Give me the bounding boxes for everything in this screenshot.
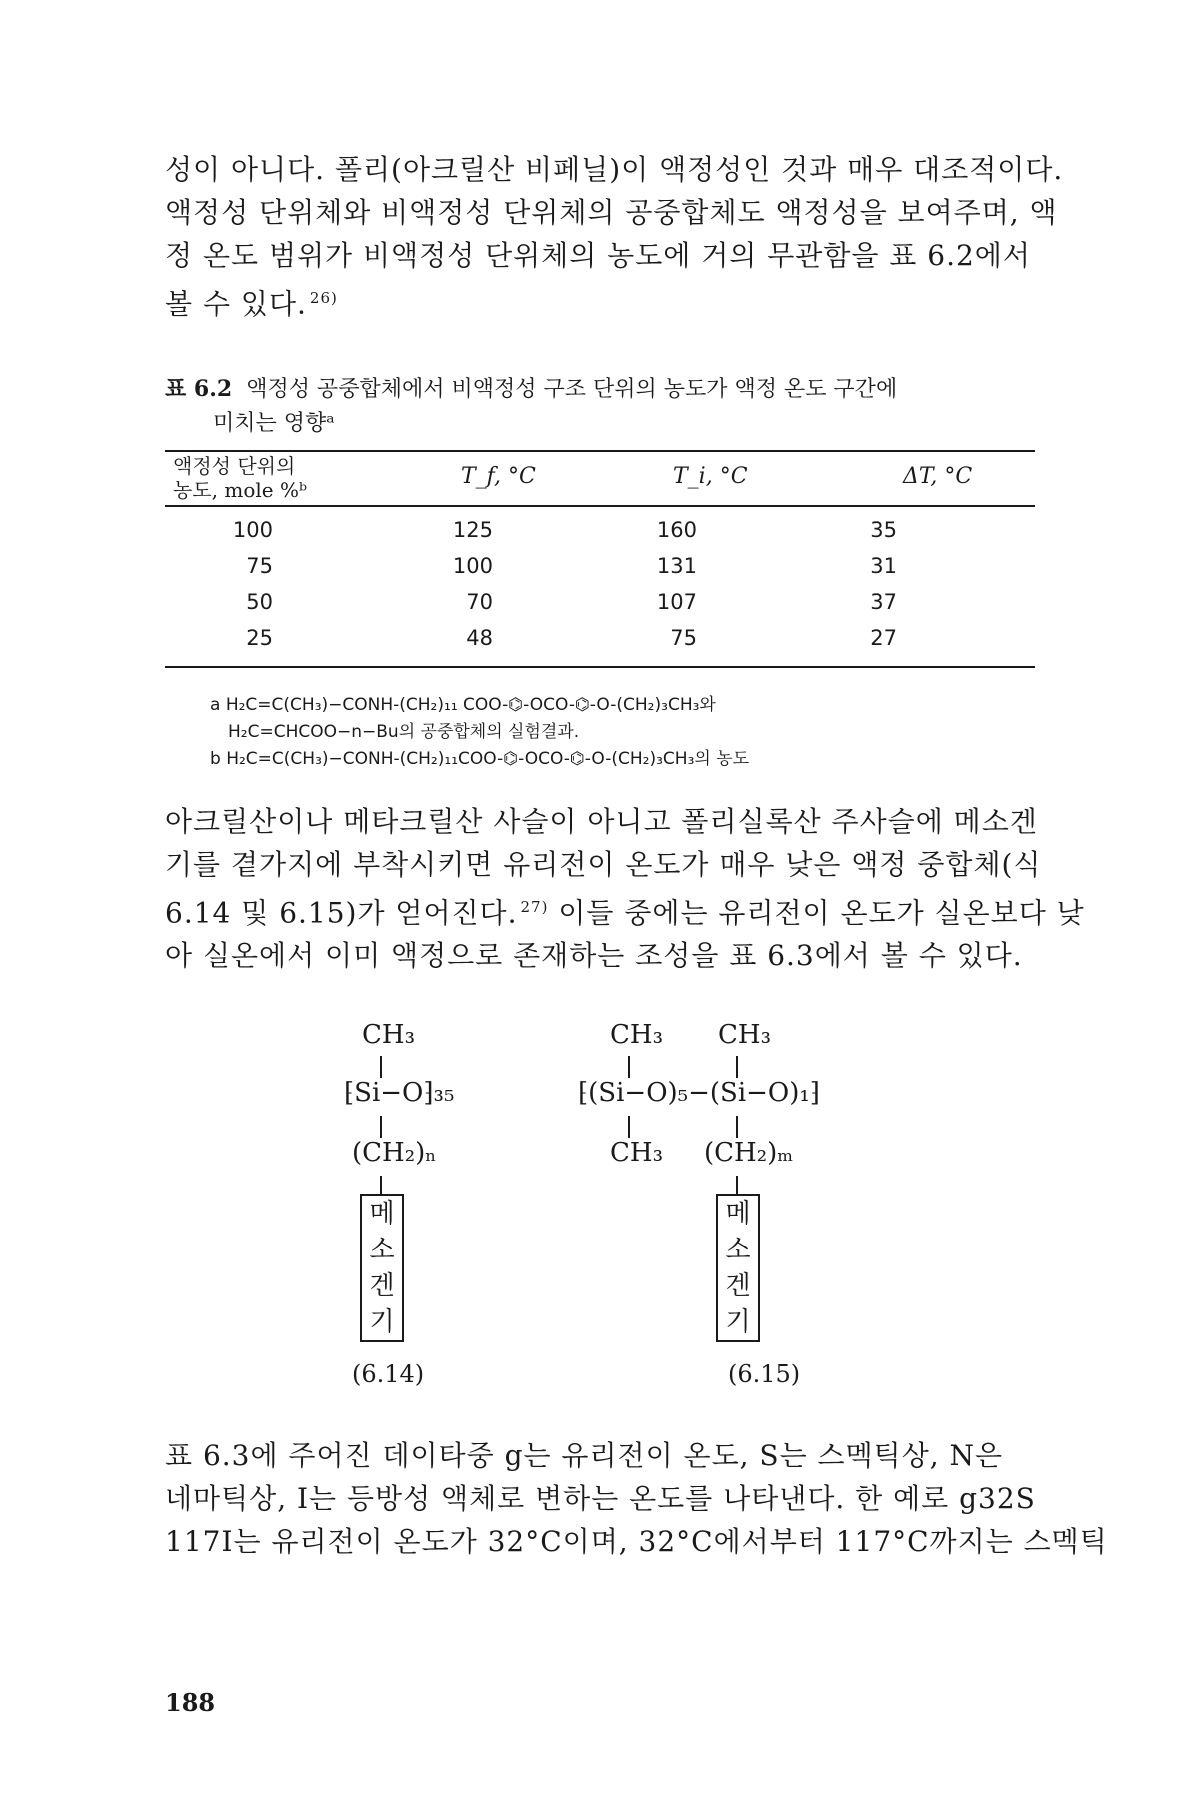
mesogen-char: 겐	[725, 1271, 751, 1301]
table-cell: 35	[870, 518, 897, 542]
table-cell: 50	[246, 590, 273, 614]
table-cell: 160	[656, 518, 697, 542]
mesogen-char: 소	[369, 1235, 395, 1265]
citation-marker: 26)	[309, 289, 338, 307]
text-line: 정 온도 범위가 비액정성 단위체의 농도에 거의 무관함을 표 6.2에서	[165, 239, 1031, 272]
table-cell: 131	[656, 554, 697, 578]
spacer-group: (CH₂)ₙ	[352, 1138, 437, 1168]
caption-text: 액정성 공중합체에서 비액정성 구조 단위의 농도가 액정 온도 구간에	[246, 377, 898, 402]
column-header-ti: T_i, °C	[673, 464, 748, 489]
table-top-rule	[165, 450, 1035, 452]
table-cell: 75	[670, 626, 697, 650]
structure-6-15	[580, 1020, 840, 1360]
text-line	[165, 277, 1035, 325]
text-line: 표 6.3에 주어진 데이타중 g는 유리전이 온도, S는 스멕틱상, N은	[165, 1439, 1004, 1472]
spacer-group: (CH₂)ₘ	[704, 1138, 794, 1168]
text-line-content: 볼 수 있다.	[165, 287, 307, 321]
paragraph-3	[165, 1434, 1108, 1563]
table-cell: 75	[246, 554, 273, 578]
text-line: 액정성 단위체와 비액정성 단위체의 공중합체도 액정성을 보여주며, 액	[165, 196, 1058, 229]
column-header-tf: T_f, °C	[461, 464, 536, 489]
table-cell: 37	[870, 590, 897, 614]
table-header-rule	[165, 505, 1035, 507]
column-header-concentration	[173, 454, 307, 502]
table-footnotes	[210, 692, 1030, 773]
mesogen-box	[716, 1194, 760, 1342]
table-cell: 70	[466, 590, 493, 614]
text-line: 네마틱상, I는 등방성 액체로 변하는 온도를 나타낸다. 한 예로 g32S	[165, 1482, 1036, 1515]
methyl-group: CH₃	[718, 1020, 771, 1050]
caption-text-continued: 미치는 영향ᵃ	[213, 411, 335, 436]
table-cell: 48	[466, 626, 493, 650]
mesogen-char: 메	[725, 1199, 751, 1229]
methyl-group: CH₃	[610, 1020, 663, 1050]
citation-marker: 27)	[520, 898, 549, 916]
bond-line	[628, 1056, 630, 1078]
mesogen-char: 기	[725, 1307, 751, 1337]
bond-line	[380, 1176, 382, 1194]
mesogen-box	[360, 1194, 404, 1342]
paragraph-2	[165, 800, 1085, 977]
text-line: 아크릴산이나 메타크릴산 사슬이 아니고 폴리실록산 주사슬에 메소겐	[165, 805, 1038, 838]
table-label: 표 6.2	[165, 376, 233, 402]
methyl-group: CH₃	[362, 1020, 415, 1050]
bond-line	[380, 1116, 382, 1138]
text-line: 기를 곁가지에 부착시키면 유리전이 온도가 매우 낮은 액정 중합체(식	[165, 848, 1042, 881]
paragraph-1	[165, 148, 1064, 325]
methyl-group: CH₃	[610, 1138, 663, 1168]
column-header-delta-t: ΔT, °C	[903, 464, 973, 489]
header-line: 액정성 단위의	[173, 454, 296, 478]
mesogen-char: 소	[725, 1235, 751, 1265]
page-number: 188	[165, 1688, 216, 1717]
table-cell: 100	[452, 554, 493, 578]
text-line: 성이 아니다. 폴리(아크릴산 비페닐)이 액정성인 것과 매우 대조적이다.	[165, 153, 1064, 186]
table-bottom-rule	[165, 666, 1035, 668]
header-line: 농도, mole %ᵇ	[173, 478, 307, 502]
equation-label-6-15: (6.15)	[728, 1360, 801, 1388]
bond-line	[628, 1116, 630, 1138]
table-cell: 27	[870, 626, 897, 650]
table-caption	[165, 372, 1035, 441]
footnote-a: a H₂C=C(CH₃)−CONH-(CH₂)₁₁ COO-⌬-OCO-⌬-O-(CH₂)₃CH₃와	[210, 695, 716, 715]
table-cell: 31	[870, 554, 897, 578]
text-line-content: 6.14 및 6.15)가 얻어진다.	[165, 896, 518, 930]
table-cell: 107	[656, 590, 697, 614]
footnote-b: b H₂C=C(CH₃)−CONH-(CH₂)₁₁COO-⌬-OCO-⌬-O-(CH₂)₃CH₃의 농도	[210, 749, 750, 769]
table-cell: 100	[232, 518, 273, 542]
bond-line	[736, 1056, 738, 1078]
bond-line	[736, 1176, 738, 1194]
text-line: 아 실온에서 이미 액정으로 존재하는 조성을 표 6.3에서 볼 수 있다.	[165, 939, 1023, 973]
bond-line	[380, 1056, 382, 1078]
structure-6-14	[344, 1020, 510, 1360]
bond-line	[736, 1116, 738, 1138]
table-cell: 125	[452, 518, 493, 542]
mesogen-char: 메	[369, 1199, 395, 1229]
mesogen-char: 기	[369, 1307, 395, 1337]
text-line-content: 이들 중에는 유리전이 온도가 실온보다 낮	[548, 896, 1085, 930]
text-line: 117I는 유리전이 온도가 32°C이며, 32°C에서부터 117°C까지는 스멕틱	[165, 1525, 1108, 1558]
text-line	[165, 886, 1085, 934]
footnote-a-continued: H₂C=CHCOO−n−Bu의 공중합체의 실험결과.	[228, 722, 580, 742]
siloxane-backbone: ⁅(Si−O)₅−(Si−O)₁⁆	[578, 1078, 820, 1108]
equation-label-6-14: (6.14)	[352, 1360, 425, 1388]
siloxane-backbone: ⁅Si−O⁆₃₅	[344, 1078, 455, 1108]
mesogen-char: 겐	[369, 1271, 395, 1301]
table-cell: 25	[246, 626, 273, 650]
